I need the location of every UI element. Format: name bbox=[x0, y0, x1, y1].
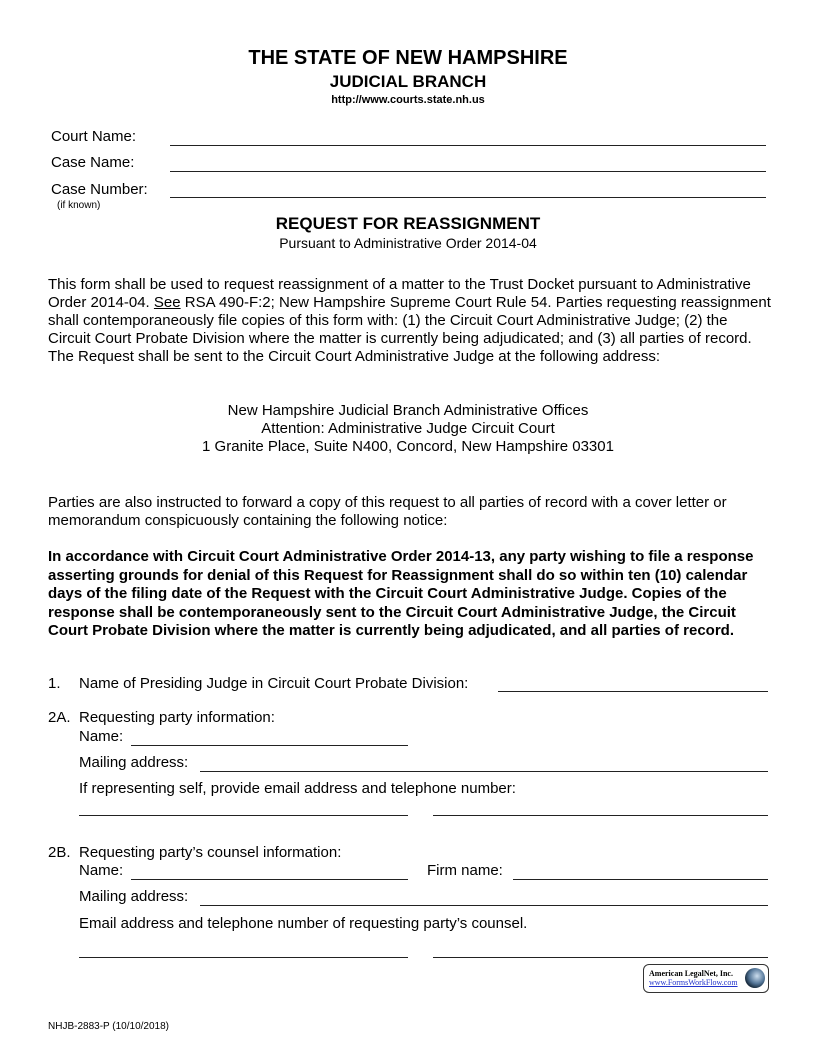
if-known-note: (if known) bbox=[57, 200, 101, 211]
item-2a-label: Requesting party information: bbox=[79, 709, 275, 726]
item-2b-number: 2B. bbox=[48, 844, 71, 861]
form-title: REQUEST FOR REASSIGNMENT bbox=[275, 214, 541, 233]
intro-text-2: RSA 490-F:2; New Hampshire Supreme Court Rule 54. Parties requesting reassignment shall contemporaneously file copies of this form with: (1) the Circuit Court Administrative Judge; (2) the Circuit Court Probate Division where the matter is currently being adjudicated; and (3) all parties of record. The Request shall be sent to the Circuit Court Administrative Judge at the following address: bbox=[48, 294, 771, 365]
party-email-field[interactable] bbox=[79, 815, 408, 816]
case-name-label: Case Name: bbox=[51, 154, 135, 171]
intro-text-1: This form shall be used to request reassignment of a matter to the Trust Docket pursuant to Administrative Order 2014-04. bbox=[48, 276, 751, 311]
party-contact-label: If representing self, provide email address and telephone number: bbox=[79, 780, 516, 797]
counsel-mailing-field[interactable] bbox=[200, 905, 768, 906]
item-1-number: 1. bbox=[48, 675, 61, 692]
branch-heading: JUDICIAL BRANCH bbox=[329, 72, 487, 91]
logo-url[interactable]: www.FormsWorkFlow.com bbox=[649, 978, 738, 987]
presiding-judge-field[interactable] bbox=[498, 691, 768, 692]
firm-name-label: Firm name: bbox=[427, 862, 503, 879]
item-2b-label: Requesting party’s counsel information: bbox=[79, 844, 342, 861]
counsel-email-field[interactable] bbox=[79, 957, 408, 958]
party-phone-field[interactable] bbox=[433, 815, 768, 816]
form-number: NHJB-2883-P (10/10/2018) bbox=[48, 1021, 169, 1032]
address-line-3: 1 Granite Place, Suite N400, Concord, New Hampshire 03301 bbox=[202, 438, 614, 455]
see-citation: See bbox=[153, 294, 181, 311]
globe-icon bbox=[745, 968, 765, 988]
firm-name-field[interactable] bbox=[513, 879, 768, 880]
party-name-label: Name: bbox=[79, 728, 124, 745]
court-name-field[interactable] bbox=[170, 145, 766, 146]
parties-notice: Parties are also instructed to forward a copy of this request to all parties of record with a cover letter or memorandum conspicuously containing the following notice: bbox=[48, 494, 727, 529]
counsel-name-label: Name: bbox=[79, 862, 124, 879]
address-line-2: Attention: Administrative Judge Circuit Court bbox=[261, 420, 555, 437]
state-heading: THE STATE OF NEW HAMPSHIRE bbox=[248, 47, 568, 69]
counsel-mailing-label: Mailing address: bbox=[79, 888, 189, 905]
intro-paragraph bbox=[48, 276, 772, 366]
court-url: http://www.courts.state.nh.us bbox=[331, 94, 485, 106]
item-2a-number: 2A. bbox=[48, 709, 71, 726]
logo-company: American LegalNet, Inc. bbox=[649, 969, 733, 978]
case-name-field[interactable] bbox=[170, 171, 766, 172]
legalnet-logo[interactable] bbox=[643, 964, 769, 993]
party-name-field[interactable] bbox=[131, 745, 408, 746]
form-subtitle: Pursuant to Administrative Order 2014-04 bbox=[279, 235, 537, 251]
party-mailing-field[interactable] bbox=[200, 771, 768, 772]
counsel-contact-label: Email address and telephone number of requesting party’s counsel. bbox=[79, 915, 528, 932]
counsel-phone-field[interactable] bbox=[433, 957, 768, 958]
party-mailing-label: Mailing address: bbox=[79, 754, 189, 771]
bold-notice: In accordance with Circuit Court Administrative Order 2014-13, any party wishing to file a response asserting grounds for denial of this Request for Reassignment shall do so within ten (10) calendar days of the filing date of the Request with the Circuit Court Administrative Judge. Copies of the response shall be contemporaneously sent to the Circuit Court Administrative Judge, the Circuit Court Probate Division where the matter is currently being adjudicated, and all parties of record. bbox=[48, 548, 754, 639]
counsel-name-field[interactable] bbox=[131, 879, 408, 880]
address-line-1: New Hampshire Judicial Branch Administrative Offices bbox=[227, 402, 589, 419]
case-number-field[interactable] bbox=[170, 197, 766, 198]
item-1-label: Name of Presiding Judge in Circuit Court Probate Division: bbox=[79, 675, 469, 692]
court-name-label: Court Name: bbox=[51, 128, 137, 145]
case-number-label: Case Number: bbox=[51, 181, 148, 198]
